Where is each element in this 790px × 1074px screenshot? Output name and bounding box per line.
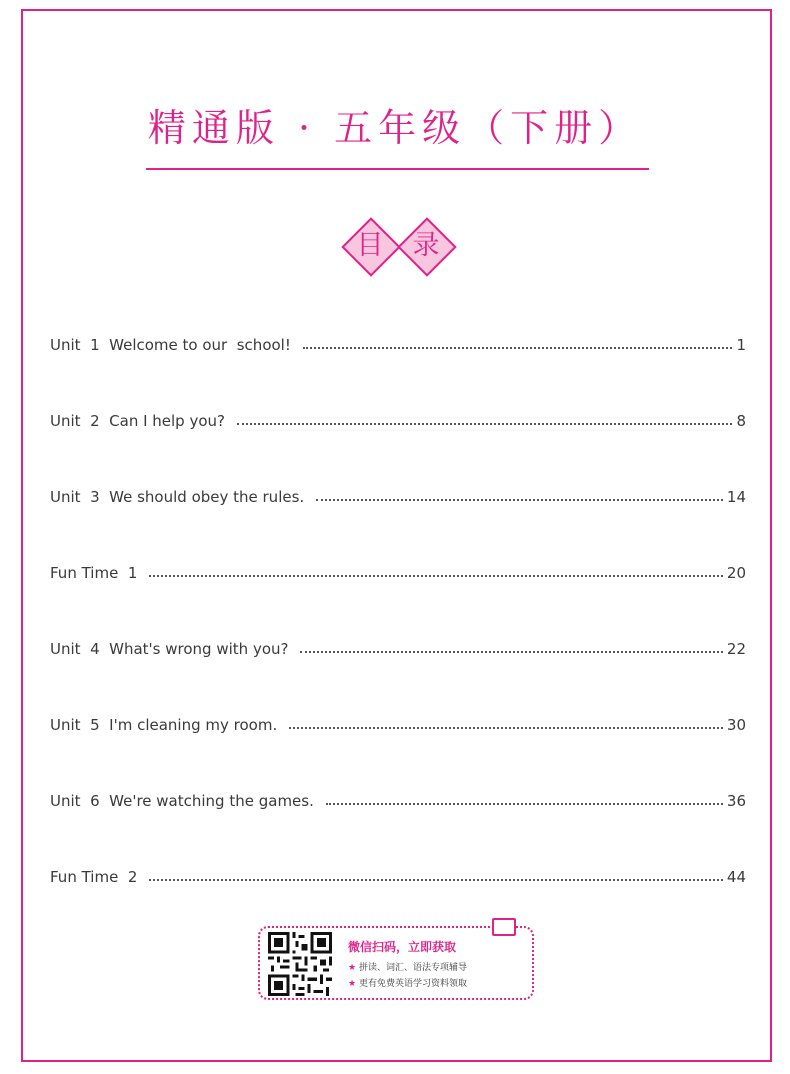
toc-entry-title: Unit 1 Welcome to our school! <box>50 336 291 354</box>
toc-entry-page: 44 <box>726 868 746 886</box>
toc-entry-title: Fun Time 1 <box>50 564 138 582</box>
contents-char-2: 录 <box>412 230 440 261</box>
star-icon: ★ <box>348 979 357 989</box>
toc-entry-page: 36 <box>726 792 746 810</box>
contents-char-1: 目 <box>356 230 384 261</box>
toc-entry[interactable] <box>50 332 746 358</box>
toc-entry-page: 14 <box>726 488 746 506</box>
qr-code-icon[interactable] <box>268 932 332 996</box>
dot-leader <box>300 651 722 653</box>
toc-entry-title: Fun Time 2 <box>50 868 138 886</box>
title-underline <box>146 168 649 170</box>
contents-badge-1 <box>342 218 398 274</box>
promo-line-text: 更有免费英语学习资料领取 <box>358 979 467 989</box>
dot-leader <box>237 423 732 425</box>
toc-entry[interactable] <box>50 560 746 586</box>
toc-entry[interactable] <box>50 484 746 510</box>
toc-entry-page: 1 <box>736 336 746 354</box>
promo-line-text: 拼读、词汇、语法专项辅导 <box>358 963 467 973</box>
toc-entry-title: Unit 2 Can I help you? <box>50 412 225 430</box>
dot-leader <box>303 347 732 349</box>
dot-leader <box>149 575 723 577</box>
toc-entry-page: 22 <box>726 640 746 658</box>
toc-entry[interactable] <box>50 712 746 738</box>
promo-box <box>258 926 534 1000</box>
dot-leader <box>289 727 723 729</box>
toc-entry[interactable] <box>50 864 746 890</box>
promo-line <box>348 960 467 973</box>
contents-badge-2 <box>398 218 454 274</box>
dot-leader <box>149 879 723 881</box>
toc-entry[interactable] <box>50 636 746 662</box>
book-icon <box>492 918 516 936</box>
toc-entry-title: Unit 5 I'm cleaning my room. <box>50 716 278 734</box>
toc-entry-page: 8 <box>736 412 746 430</box>
page-title: 精通版 · 五年级（下册） <box>147 106 643 150</box>
dot-leader <box>316 499 723 501</box>
star-icon: ★ <box>348 963 357 973</box>
dot-leader <box>326 803 723 805</box>
toc-entry[interactable] <box>50 408 746 434</box>
toc-entry-page: 30 <box>726 716 746 734</box>
toc-entry-page: 20 <box>726 564 746 582</box>
page-border <box>21 9 772 1062</box>
promo-heading: 微信扫码，立即获取 <box>348 940 457 954</box>
toc-entry-title: Unit 4 What's wrong with you? <box>50 640 289 658</box>
toc-entry[interactable] <box>50 788 746 814</box>
toc-entry-title: Unit 3 We should obey the rules. <box>50 488 305 506</box>
promo-line <box>348 976 467 989</box>
toc-entry-title: Unit 6 We're watching the games. <box>50 792 314 810</box>
